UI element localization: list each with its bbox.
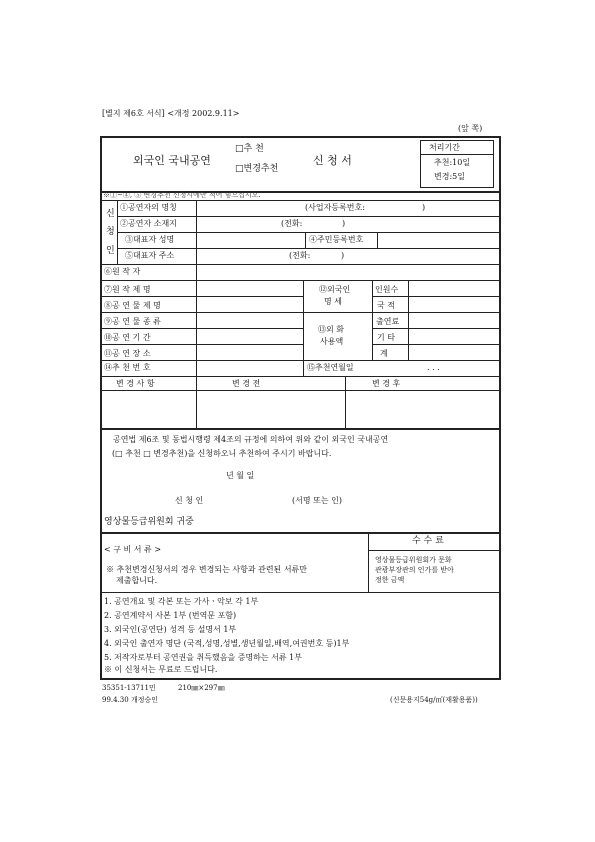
author-label: ⑥원 작 자 [104, 267, 141, 276]
form-reference: [별지 제6호 서식] <개정 2002.9.11> [102, 109, 240, 118]
performance-venue-label: ⑪공 연 장 소 [104, 349, 151, 358]
form-code: 35351-13711민 [102, 684, 156, 692]
appearance-fee-label: 출연료 [376, 317, 400, 326]
list-item: 5. 저작자로부터 공연권을 취득했음을 증명하는 서류 1부 [104, 653, 302, 662]
headcount-label: 인원수 [375, 285, 399, 294]
declaration-line-1: 공연법 제6조 및 동법시행령 제4조의 규정에 의하여 위와 같이 외국인 국내공연 [113, 435, 389, 444]
paper-spec: (신문용지54g/㎡(재활용품)) [390, 696, 478, 704]
performance-period-label: ⑩공 연 기 간 [104, 333, 151, 342]
recommendation-date-label: ⑮추천연월일 [307, 363, 354, 372]
nationality-label: 국 적 [377, 301, 395, 310]
applicant-label-1: 신 [106, 209, 115, 219]
option-change-recommend[interactable]: □변경추천 [235, 164, 279, 174]
instruction-note: ※①~④, ⑤ 변경추천 신청시에만 적어 넣으십시오. [103, 191, 261, 199]
performer-name-label: ①공연자의 명칭 [120, 203, 177, 212]
change-items-header: 변 경 사 항 [116, 379, 155, 388]
required-documents-heading: < 구 비 서 류 > [104, 545, 162, 554]
original-title-label: ⑦원 작 제 명 [104, 285, 151, 294]
option-recommend[interactable]: □추 천 [235, 144, 264, 154]
change-note-line-1: ※ 추천변경신청서의 경우 변경되는 사항과 관련된 서류만 [106, 565, 307, 574]
checkbox-icon: □ [235, 144, 244, 154]
signature-placeholder: (서명 또는 인) [292, 496, 342, 505]
application-date: 년 월 일 [226, 471, 255, 480]
business-number-label: (사업자등록번호: [305, 203, 365, 212]
fee-text-3: 정한 금액 [375, 576, 405, 584]
processing-change: 변경:5일 [434, 172, 465, 181]
performance-title-label: ⑧공 연 물 제 명 [104, 301, 161, 310]
applicant-signature-label: 신 청 인 [175, 496, 204, 505]
total-cost-label: 계 [380, 349, 388, 358]
fee-text-2: 관광부장관의 인가를 받아 [375, 566, 454, 574]
foreigner-label-1: ⑫외국인 [319, 285, 351, 294]
processing-period-label: 처리기간 [429, 143, 460, 152]
applicant-label-2: 청 [106, 227, 115, 237]
checkbox-icon: □ [235, 164, 244, 174]
phone-close-1: ) [342, 219, 346, 228]
representative-name-label: ③대표자 성명 [125, 235, 175, 244]
recommendation-date-value: . . . [427, 363, 440, 372]
currency-label-1: ⑬외 화 [318, 325, 344, 334]
phone-label-1: (전화: [281, 219, 303, 228]
form-title: 외국인 국내공연 [133, 154, 211, 167]
change-note-line-2: 제출합니다. [116, 576, 158, 585]
phone-label-2: (전화: [289, 251, 311, 260]
resident-number-label: ④주민등록번호 [309, 235, 364, 244]
list-item: 4. 외국인 출연자 명단 (국적,성명,성별,생년월일,배역,여권번호 등)1부 [104, 639, 350, 648]
performer-address-label: ②공연자 소재지 [120, 219, 177, 228]
foreigner-label-2: 명 세 [324, 297, 342, 306]
free-form-note: ※ 이 신청서는 무료로 드립니다. [104, 665, 218, 674]
addressee: 영상물등급위원회 귀중 [104, 517, 194, 527]
currency-label-2: 사용액 [320, 337, 344, 346]
fee-heading: 수 수 료 [412, 536, 444, 546]
phone-close-2: ) [341, 251, 345, 260]
list-item: 3. 외국인(공연단) 성격 등 설명서 1부 [104, 625, 237, 634]
list-item: 2. 공연계약서 사본 1부 (번역문 포함) [104, 611, 237, 620]
list-item: 1. 공연개요 및 각본 또는 가사ㆍ악보 각 1부 [104, 597, 259, 606]
paper-size: 210㎜×297㎜ [178, 684, 225, 692]
applicant-label-3: 인 [106, 246, 115, 256]
declaration-line-2: (□ 추천 □ 변경추천)을 신청하오니 추천하여 주시기 바랍니다. [112, 449, 332, 458]
fee-text-1: 영상물등급위원회가 문화 [375, 556, 452, 564]
change-after-header: 변 경 후 [372, 379, 401, 388]
other-cost-label: 기 타 [377, 333, 395, 342]
approval-date: 99.4.30 개정승인 [102, 696, 158, 704]
form-title-suffix: 신 청 서 [313, 154, 352, 167]
front-side-label: (앞 쪽) [458, 124, 483, 133]
performance-genre-label: ⑨공 연 물 종 류 [104, 317, 161, 326]
business-number-close: ) [422, 203, 426, 212]
recommendation-number-label: ⑭추 천 번 호 [104, 363, 151, 372]
representative-address-label: ⑤대표자 주소 [125, 251, 175, 260]
change-before-header: 변 경 전 [232, 379, 261, 388]
processing-recommend: 추천:10일 [434, 158, 471, 167]
